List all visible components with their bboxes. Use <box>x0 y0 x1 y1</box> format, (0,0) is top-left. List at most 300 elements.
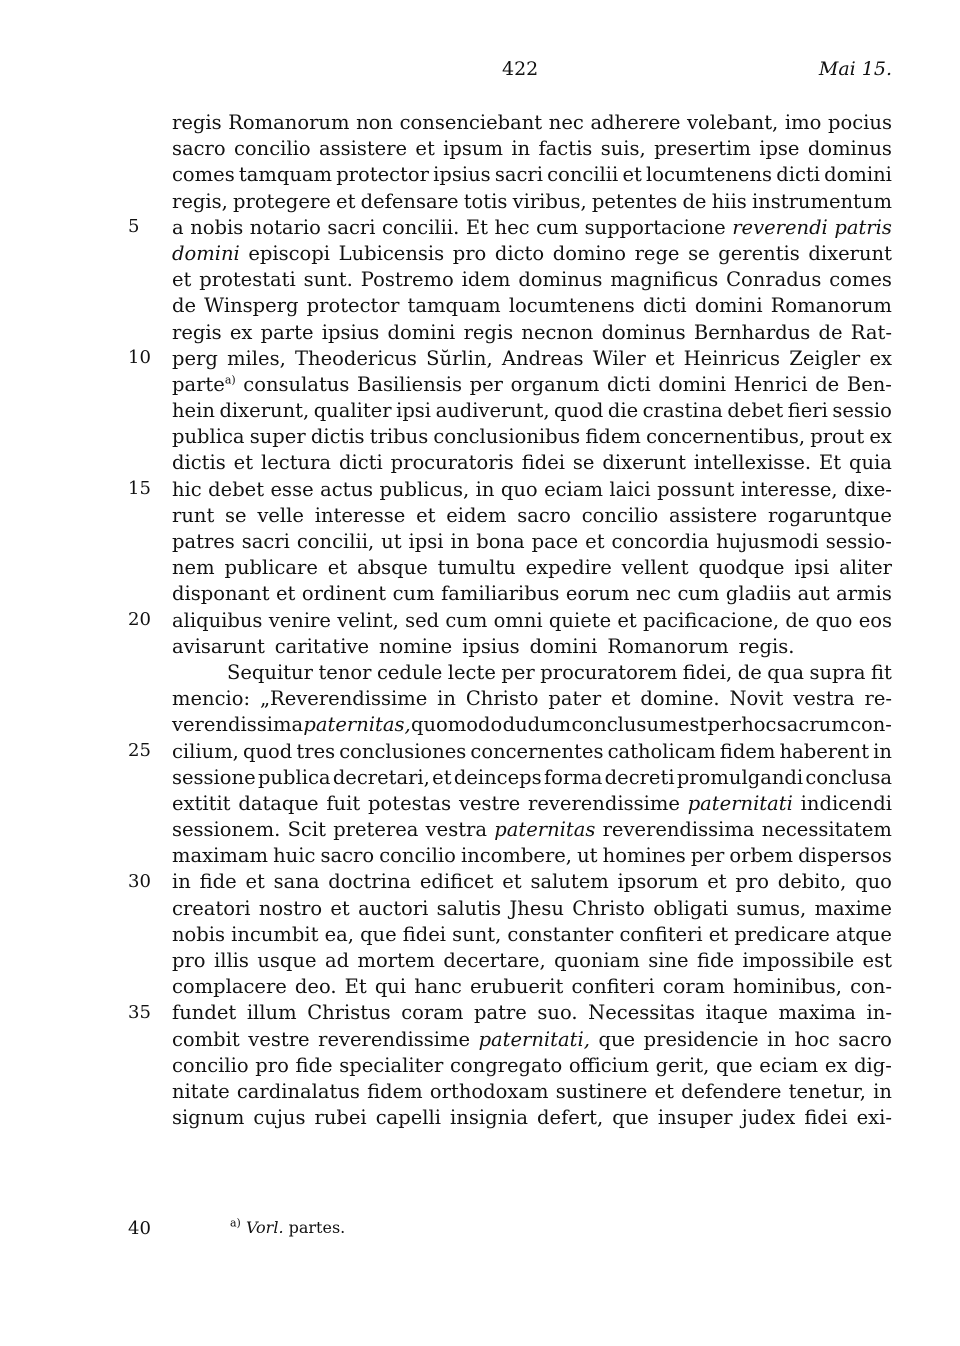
page-header <box>172 58 892 88</box>
word: ex <box>869 425 892 449</box>
word: ipsius <box>462 634 520 658</box>
word: de <box>682 189 707 213</box>
word: fuit <box>326 791 361 815</box>
word: impossibile <box>742 949 855 972</box>
word: bona <box>476 530 525 553</box>
word: que <box>360 922 397 946</box>
word: quoniam <box>554 949 640 972</box>
word: nitate <box>172 1079 230 1103</box>
word: paternitati <box>687 791 793 815</box>
word: expedire <box>525 556 612 580</box>
word: Romanorum <box>228 111 350 134</box>
word: signum <box>172 1106 245 1130</box>
word: creatori <box>172 896 251 920</box>
word: fidem <box>719 739 776 763</box>
word: concilii, <box>296 530 375 553</box>
word: totis <box>463 189 508 213</box>
word: organum <box>510 372 600 396</box>
word: forma <box>543 765 603 789</box>
word: potestas <box>368 791 452 815</box>
footnote-reference: a) <box>224 373 236 387</box>
text-line <box>172 241 892 267</box>
word: in <box>511 137 531 161</box>
word: domini <box>529 634 598 658</box>
text-line <box>172 1079 892 1105</box>
text-line <box>172 739 892 765</box>
word: con- <box>850 975 892 999</box>
word: ipsius <box>321 320 380 344</box>
word: publicus, <box>379 477 470 501</box>
word: concilio <box>379 844 456 868</box>
word: ipsum <box>443 137 503 161</box>
word: confiteri <box>571 975 655 999</box>
word: supportacione <box>584 215 726 239</box>
word: fundet <box>172 1001 237 1025</box>
footnote-abbrev: Vorl. <box>245 1218 284 1237</box>
word: ipsi <box>794 556 830 580</box>
word: patre <box>473 1001 527 1025</box>
word: reverendissima <box>602 818 755 842</box>
word: itaque <box>705 1001 768 1025</box>
word: fidei <box>402 922 447 946</box>
word: cum <box>445 608 488 632</box>
word: sessionem. <box>172 818 281 842</box>
word: eidem <box>446 503 507 527</box>
word: tamquam <box>407 294 501 318</box>
word: hoc <box>794 1027 830 1051</box>
word: Scit <box>287 818 326 842</box>
word: publicare <box>224 556 318 580</box>
word: sine <box>648 949 689 972</box>
word: nem <box>172 556 215 580</box>
word: indicendi <box>800 791 892 815</box>
text-line <box>172 1053 892 1079</box>
word: sustinere <box>555 1079 648 1103</box>
word: concernentes <box>470 739 604 763</box>
word: cum <box>677 582 720 606</box>
word: regis, <box>172 189 228 213</box>
word: episcopi <box>248 241 331 265</box>
word: orthodoxam <box>429 1079 549 1103</box>
line-number-40: 40 <box>128 1218 151 1239</box>
word: et <box>707 870 727 894</box>
word: non <box>356 111 393 134</box>
word: et <box>502 870 522 894</box>
text-line <box>172 843 892 869</box>
word: se <box>225 503 247 527</box>
word: Bernhardus <box>693 320 811 344</box>
word: sacro <box>172 137 226 161</box>
word: quodque <box>698 556 785 580</box>
word: reverendissime <box>528 791 680 815</box>
word: exi- <box>856 1106 892 1130</box>
word: sessione <box>172 765 256 789</box>
word: protestati <box>199 268 296 292</box>
word: cardinalatus <box>236 1079 360 1103</box>
word: rege <box>634 241 680 265</box>
word: instrumentum <box>751 189 892 213</box>
word: pacificacione, <box>643 608 780 632</box>
text-line <box>172 320 892 346</box>
line-number-10: 10 <box>128 346 151 368</box>
word: et <box>330 896 350 920</box>
word: fieri <box>787 399 828 423</box>
word: fidem <box>367 1079 423 1103</box>
word: vellent <box>621 556 689 580</box>
word: hiis <box>711 189 747 213</box>
word: nec <box>548 111 584 134</box>
word: ut <box>381 530 402 553</box>
word: cilium, <box>172 739 239 763</box>
word: regis. <box>738 634 795 658</box>
word: se <box>688 241 710 265</box>
word: eciam <box>544 477 603 501</box>
text-line <box>172 948 892 974</box>
word: edificet <box>419 870 494 894</box>
word: pro <box>255 1053 289 1077</box>
word: Christo <box>572 896 645 920</box>
text-line <box>172 896 892 922</box>
word: de <box>172 294 197 318</box>
word: domine. <box>640 687 720 711</box>
text-line <box>172 1105 892 1131</box>
word: nobis <box>190 215 244 239</box>
word: in <box>437 687 456 711</box>
word: salutem <box>530 870 609 894</box>
word: predicare <box>734 922 830 946</box>
word: comes <box>829 268 892 292</box>
word: maximam <box>172 844 268 868</box>
word: de <box>737 660 762 684</box>
word: erubuerit <box>469 975 564 999</box>
text-line <box>172 136 892 162</box>
word: dictis <box>310 425 365 449</box>
word: regis <box>463 320 514 344</box>
word: adherere <box>590 111 681 134</box>
word: protegere <box>233 189 331 213</box>
text-line <box>172 477 892 503</box>
footnote-text: partes. <box>288 1218 346 1237</box>
word: supra <box>809 660 866 684</box>
word: dominus <box>518 268 603 292</box>
word: nobis <box>172 922 226 946</box>
word: et <box>233 451 254 475</box>
word: regis <box>172 111 222 134</box>
word: conclusionibus <box>433 425 581 449</box>
word: quod <box>554 399 604 423</box>
word: interesse <box>314 503 406 527</box>
page-number: 422 <box>502 58 539 80</box>
text-line <box>172 581 892 607</box>
word: mortem <box>357 949 435 972</box>
word: presertim <box>654 137 751 161</box>
word: et <box>432 765 452 789</box>
line-number-5: 5 <box>128 215 140 237</box>
word: publica <box>172 425 245 449</box>
word: suis, <box>600 137 646 161</box>
word: cujus <box>253 1106 306 1130</box>
word: per <box>690 844 725 868</box>
word: sed <box>405 608 440 632</box>
word: sacri <box>327 215 376 239</box>
word: Zeigler <box>789 346 861 370</box>
word: concilii <box>547 163 619 187</box>
word: familiaribus <box>441 582 560 606</box>
word: nostro <box>258 896 323 920</box>
word: quo <box>815 608 853 632</box>
text-line <box>172 791 892 817</box>
word: Theodericus <box>295 346 417 370</box>
word: et <box>415 137 435 161</box>
word: cedule <box>376 660 443 684</box>
word: preterea <box>333 818 419 842</box>
word: quiete <box>548 608 612 632</box>
word: per <box>707 713 741 737</box>
word: concilio <box>581 503 659 527</box>
word: pocius <box>828 111 892 134</box>
word: Romanorum <box>770 294 892 318</box>
word: venire <box>268 608 331 632</box>
word: incumbit <box>231 922 319 946</box>
word: assistere <box>669 503 758 527</box>
word: domini <box>172 241 240 265</box>
word: Andreas <box>501 346 584 370</box>
word: de <box>815 372 840 396</box>
word: sunt, <box>452 922 502 946</box>
word: officium <box>568 1053 649 1077</box>
word: Et <box>344 975 367 999</box>
word: judex <box>741 1106 796 1130</box>
word: eciam <box>759 1053 819 1077</box>
word: conclusa <box>805 765 892 789</box>
word: hic <box>172 477 202 501</box>
word: paternitati, <box>478 1027 590 1051</box>
word: gerit, <box>655 1053 710 1077</box>
word: fide <box>696 949 734 972</box>
word: Necessitas <box>588 1001 695 1025</box>
word: et <box>336 189 356 213</box>
word: defensare <box>360 189 459 213</box>
word: re- <box>864 687 892 711</box>
word: usque <box>257 949 317 972</box>
word: capelli <box>375 1106 441 1130</box>
word: dixerunt, <box>219 399 310 423</box>
word: quo <box>500 477 538 501</box>
word: per <box>501 660 535 684</box>
word: absque <box>357 556 428 580</box>
word: in <box>450 530 470 553</box>
word: velint, <box>337 608 399 632</box>
word: magnificus <box>610 268 719 292</box>
word: audiverunt, <box>435 399 550 423</box>
word: cum <box>536 215 579 239</box>
word: defendere <box>681 1079 782 1103</box>
text-line <box>172 1000 892 1026</box>
word: concordia <box>611 530 710 553</box>
word: hanc <box>414 975 462 999</box>
word: dicti <box>338 451 383 475</box>
text-line <box>172 922 892 948</box>
word: est <box>862 949 892 972</box>
word: eorum <box>565 582 630 606</box>
word: ad <box>324 949 350 972</box>
word: procuratoris <box>390 451 514 475</box>
word: Winsperg <box>204 294 299 318</box>
word: dixe- <box>844 477 892 501</box>
word: sacri <box>241 530 290 553</box>
word: lecte <box>447 660 496 684</box>
text-line <box>172 267 892 293</box>
word: domini <box>387 320 456 344</box>
word: per <box>469 372 503 396</box>
word: ipse <box>759 137 800 161</box>
text-line <box>172 974 892 1000</box>
word: homines <box>602 844 686 868</box>
word: dicti <box>642 294 687 318</box>
text-line <box>172 424 892 450</box>
word: dictis <box>172 451 226 475</box>
word: protector <box>306 294 400 318</box>
word: sacro <box>320 844 375 868</box>
word: se <box>572 451 595 475</box>
word: interesse, <box>740 477 838 501</box>
word: coram <box>662 975 725 999</box>
word: disponant <box>172 582 270 606</box>
word: pace <box>531 530 579 553</box>
word: specialiter <box>339 1053 444 1077</box>
word: debito, <box>777 870 847 894</box>
word: runt <box>172 503 215 527</box>
word: esse <box>270 477 314 501</box>
word: actus <box>320 477 374 501</box>
word: que <box>612 1106 649 1130</box>
word: in- <box>866 1001 892 1025</box>
text-line <box>172 660 892 686</box>
word: in <box>767 1027 786 1051</box>
word: sacri <box>494 163 543 187</box>
word: Et <box>819 451 842 475</box>
word: crastina <box>642 399 723 423</box>
word: fidei <box>804 1106 848 1130</box>
word: insignia <box>450 1106 528 1130</box>
word: quo <box>855 870 892 894</box>
word: extitit <box>172 791 231 815</box>
word: protector <box>336 163 429 187</box>
word: et <box>327 556 348 580</box>
word: confiteri <box>619 922 703 946</box>
word: aliquibus <box>172 608 263 632</box>
word: Basiliensis <box>356 372 463 396</box>
word: perg <box>172 346 218 370</box>
word: presidencie <box>643 1027 759 1051</box>
word: haberent <box>779 739 870 763</box>
word: pater <box>548 687 602 711</box>
word: super <box>249 425 306 449</box>
word: necnon <box>521 320 594 344</box>
word: locumtenens <box>508 294 635 318</box>
word: et <box>416 503 436 527</box>
word: combit <box>172 1027 240 1051</box>
word: parte$^{a)}$ <box>172 372 236 396</box>
text-line <box>172 346 892 372</box>
word: miles, <box>227 346 286 370</box>
word: Christus <box>307 1001 391 1025</box>
word: „Reverendissime <box>259 687 428 711</box>
word: laici <box>609 477 651 501</box>
word: et <box>585 530 605 553</box>
word: ipsius <box>433 163 491 187</box>
word: intellexisse. <box>693 451 812 475</box>
word: Conradus <box>726 268 822 292</box>
word: notario <box>249 215 321 239</box>
word: dicti <box>607 372 651 396</box>
word: conclusiones <box>339 739 467 763</box>
word: sacrum <box>776 713 850 737</box>
word: ipsi <box>396 399 432 423</box>
word: atque <box>835 922 892 946</box>
word: maxime <box>814 896 892 920</box>
word: congregato <box>449 1053 563 1077</box>
word: quomodo <box>411 713 503 737</box>
word: petentes <box>591 189 678 213</box>
word: pro <box>172 949 206 972</box>
word: ipsi <box>408 530 444 553</box>
word: comes <box>172 163 235 187</box>
word: Sequitur <box>227 660 313 684</box>
word: gerentis <box>718 241 800 265</box>
word: pro <box>452 241 487 265</box>
word: que <box>716 1053 753 1077</box>
word: hujusmodi <box>716 530 819 553</box>
word: Henrici <box>733 372 808 396</box>
word: concernentibus, <box>646 425 806 449</box>
footnote <box>230 1218 345 1237</box>
word: ut <box>577 844 598 868</box>
word: sana <box>273 870 320 894</box>
word: volebant, <box>687 111 779 134</box>
word: coram <box>401 1001 464 1025</box>
word: quia <box>849 451 892 475</box>
word: paternitas <box>494 818 596 842</box>
word: viribus, <box>512 189 587 213</box>
word: vestra <box>793 687 855 711</box>
word: Christo <box>465 687 539 711</box>
word: concilio <box>233 137 311 161</box>
word: dicto <box>494 241 545 265</box>
word: tumultu <box>437 556 516 580</box>
word: gladiis <box>725 582 792 606</box>
word: pro <box>735 870 769 894</box>
word: qui <box>374 975 407 999</box>
text-line <box>172 817 892 843</box>
word: mencio: <box>172 687 251 711</box>
word: fide <box>199 870 237 894</box>
word: de <box>785 608 810 632</box>
word: caritative <box>274 634 369 658</box>
word: ea, <box>324 922 354 946</box>
word: illum <box>246 1001 297 1025</box>
word: ex <box>869 346 892 370</box>
word: sacro <box>517 503 571 527</box>
word: et <box>276 582 296 606</box>
word: et <box>622 163 642 187</box>
word: huic <box>273 844 316 868</box>
line-number-25: 25 <box>128 739 151 761</box>
word: vestra <box>425 818 488 842</box>
word: Et <box>465 215 488 239</box>
word: ex <box>229 320 253 344</box>
word: doctrina <box>328 870 412 894</box>
